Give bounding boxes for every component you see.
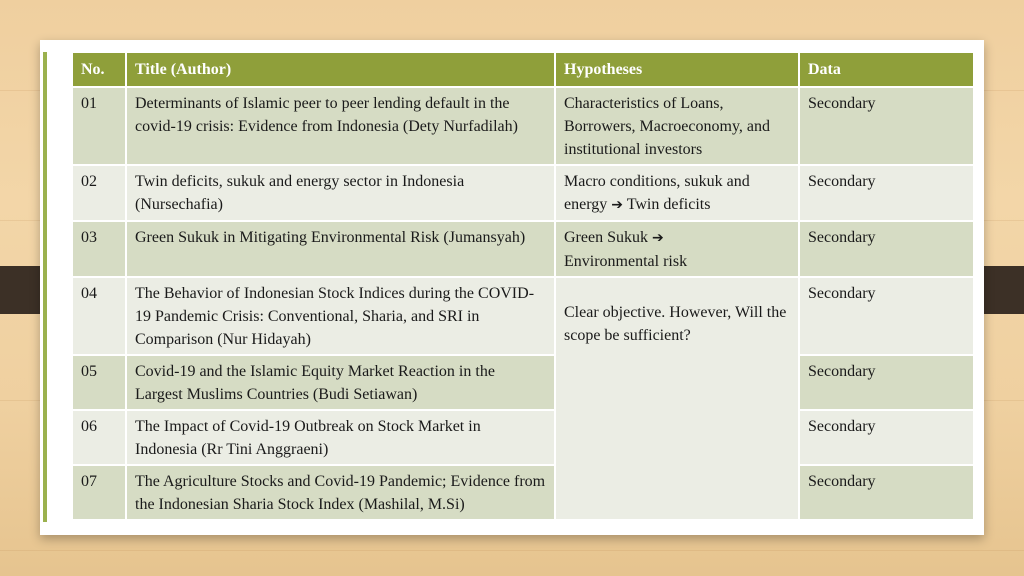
cell-data: Secondary: [800, 466, 973, 519]
merged-hypothesis-text: Clear objective. However, Will the scope be sufficient?: [564, 304, 787, 344]
header-data: Data: [800, 53, 973, 86]
cell-title: The Behavior of Indonesian Stock Indices during the COVID-19 Pandemic Crisis: Conventional, Sharia, and SRI in Comparison (Nur Hidayah): [127, 278, 554, 354]
cell-data: Secondary: [800, 278, 973, 354]
hypothesis-cause: Green Sukuk: [564, 229, 648, 246]
cell-data: Secondary: [800, 356, 973, 409]
header-hypotheses: Hypotheses: [556, 53, 798, 86]
cell-data: Secondary: [800, 222, 973, 276]
cell-title: The Agriculture Stocks and Covid-19 Pandemic; Evidence from the Indonesian Sharia Stock Index (Mashilal, M.Si): [127, 466, 554, 519]
cell-hypotheses: Characteristics of Loans, Borrowers, Macroeconomy, and institutional investors: [556, 88, 798, 164]
header-title: Title (Author): [127, 53, 554, 86]
table-row: [73, 356, 973, 409]
cell-no: 02: [73, 166, 125, 220]
cell-data: Secondary: [800, 166, 973, 220]
literature-table: [71, 51, 975, 521]
cell-hypotheses: [556, 222, 798, 276]
cell-no: 04: [73, 278, 125, 354]
table-row: [73, 411, 973, 464]
table-header-row: [73, 53, 973, 86]
cell-no: 05: [73, 356, 125, 409]
hypothesis-effect: Environmental risk: [564, 253, 688, 270]
cell-no: 01: [73, 88, 125, 164]
cell-title: The Impact of Covid-19 Outbreak on Stock Market in Indonesia (Rr Tini Anggraeni): [127, 411, 554, 464]
cell-no: 07: [73, 466, 125, 519]
cell-title: Twin deficits, sukuk and energy sector in Indonesia (Nursechafia): [127, 166, 554, 220]
table-row: [73, 88, 973, 164]
hypothesis-cause: Macro conditions, sukuk and energy: [564, 173, 750, 213]
cell-title: Determinants of Islamic peer to peer lending default in the covid-19 crisis: Evidence from Indonesia (Dety Nurfadilah): [127, 88, 554, 164]
table-row: [73, 278, 973, 354]
cell-data: Secondary: [800, 88, 973, 164]
arrow-right-icon: ➔: [651, 230, 664, 246]
cell-hypotheses-merged: [556, 278, 798, 519]
cell-hypotheses: [556, 166, 798, 220]
cell-title: Green Sukuk in Mitigating Environmental Risk (Jumansyah): [127, 222, 554, 276]
cell-no: 06: [73, 411, 125, 464]
cell-no: 03: [73, 222, 125, 276]
header-no: No.: [73, 53, 125, 86]
table-row: [73, 466, 973, 519]
slide-left-accent: [43, 52, 47, 522]
table-row: [73, 222, 973, 276]
cell-data: Secondary: [800, 411, 973, 464]
cell-title: Covid-19 and the Islamic Equity Market Reaction in the Largest Muslims Countries (Budi Setiawan): [127, 356, 554, 409]
wood-grain: [0, 550, 1024, 551]
arrow-right-icon: ➔: [611, 197, 623, 213]
hypothesis-effect: Twin deficits: [626, 196, 711, 213]
table-row: [73, 166, 973, 220]
